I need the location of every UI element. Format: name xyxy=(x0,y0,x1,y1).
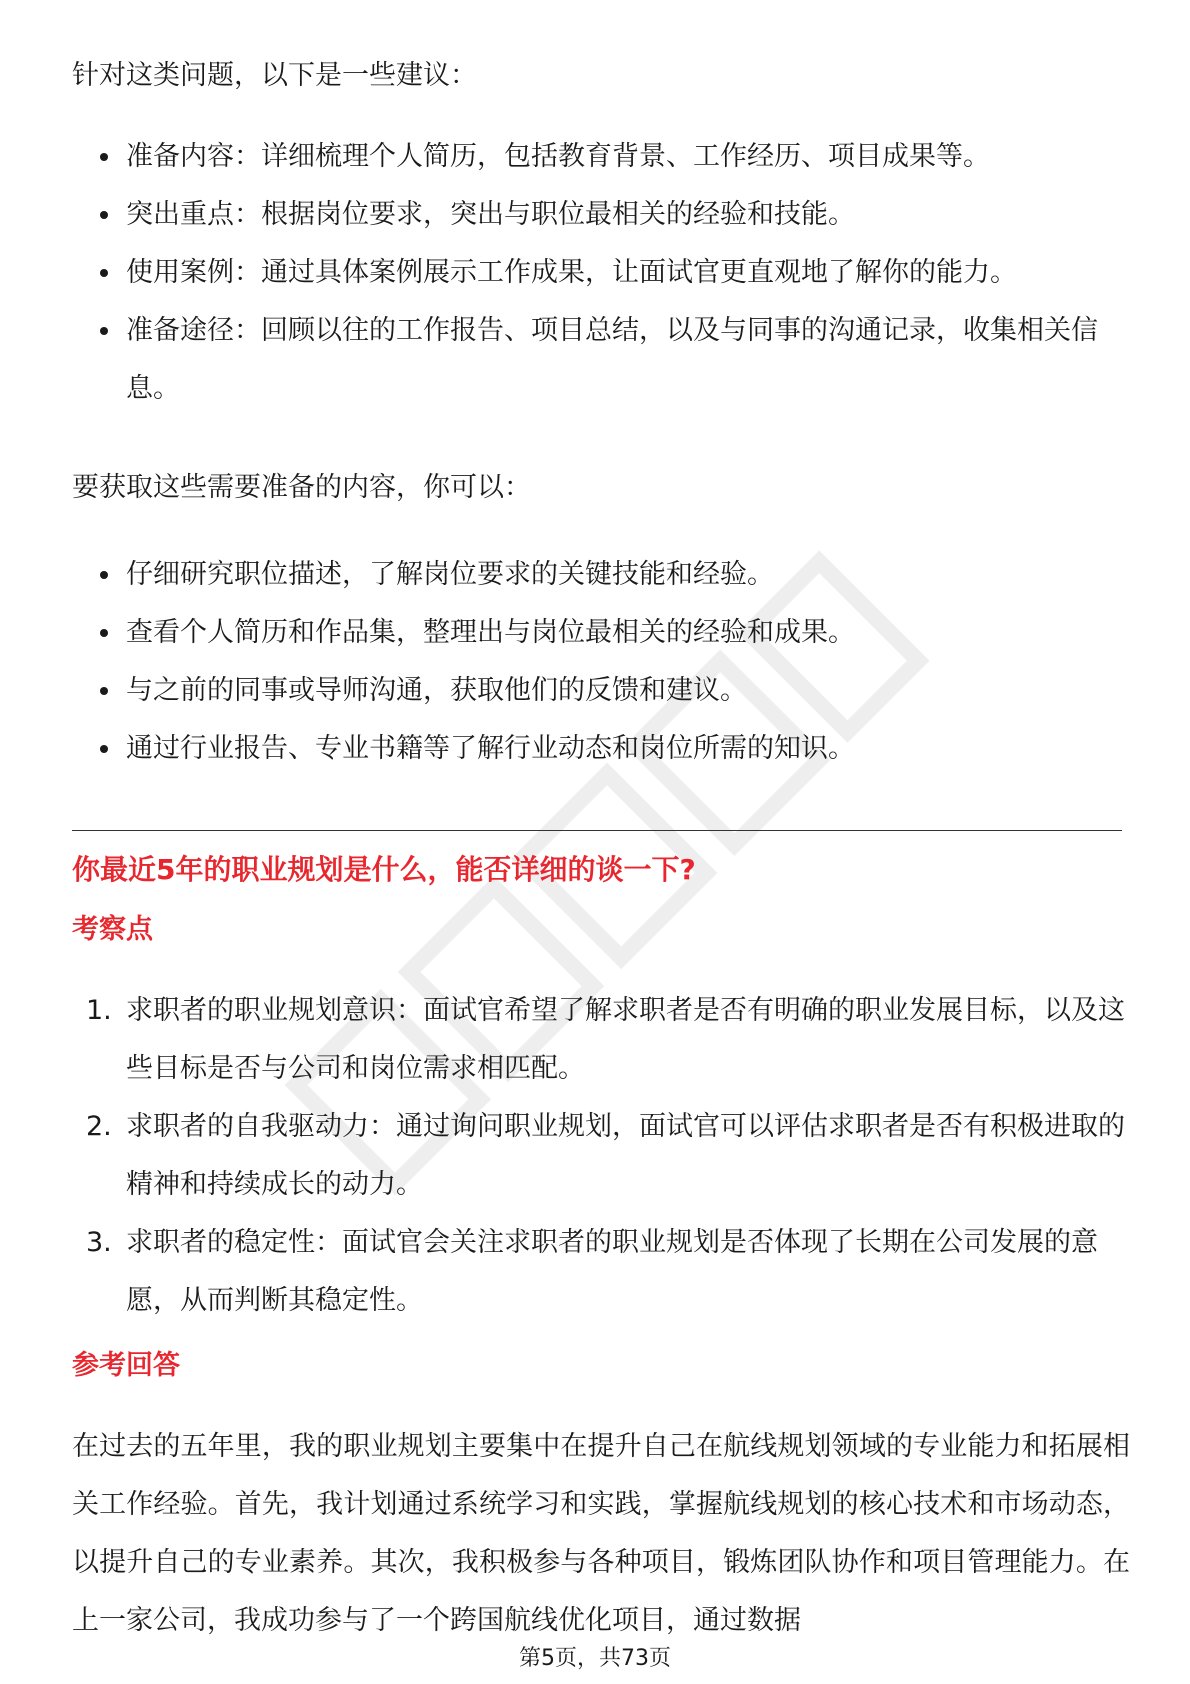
suggestion-list xyxy=(72,128,1130,418)
bullet-icon xyxy=(100,153,108,161)
focus-heading: 考察点 xyxy=(72,914,153,945)
page-number: 第5页，共73页 xyxy=(519,1646,671,1671)
bullet-icon xyxy=(100,687,108,695)
list-item: 准备内容：详细梳理个人简历，包括教育背景、工作经历、项目成果等。 xyxy=(72,128,1130,186)
bullet-icon xyxy=(100,745,108,753)
list-item: 准备途径：回顾以往的工作报告、项目总结，以及与同事的沟通记录，收集相关信息。 xyxy=(72,302,1130,418)
list-item: 通过行业报告、专业书籍等了解行业动态和岗位所需的知识。 xyxy=(72,720,1130,778)
bullet-icon xyxy=(100,269,108,277)
question-heading: 你最近5年的职业规划是什么，能否详细的谈一下? xyxy=(72,853,696,886)
section-divider xyxy=(72,830,1122,831)
bullet-icon xyxy=(100,629,108,637)
prep-list xyxy=(72,546,1130,778)
list-item: 查看个人简历和作品集，整理出与岗位最相关的经验和成果。 xyxy=(72,604,1130,662)
focus-list xyxy=(72,982,1130,1330)
answer-text: 在过去的五年里，我的职业规划主要集中在提升自己在航线规划领域的专业能力和拓展相关工作经验。首先，我计划通过系统学习和实践，掌握航线规划的核心技术和市场动态，以提升自己的专业素养。其次，我积极参与各种项目，锻炼团队协作和项目管理能力。在上一家公司，我成功参与了一个跨国航线优化项目，通过数据 xyxy=(72,1431,1130,1636)
list-item: 与之前的同事或导师沟通，获取他们的反馈和建议。 xyxy=(72,662,1130,720)
prep-intro-text: 要获取这些需要准备的内容，你可以： xyxy=(72,472,531,503)
bullet-icon xyxy=(100,571,108,579)
list-item: 1. 求职者的职业规划意识：面试官希望了解求职者是否有明确的职业发展目标，以及这些目标是否与公司和岗位需求相匹配。 xyxy=(86,995,1125,1084)
list-item: 2. 求职者的自我驱动力：通过询问职业规划，面试官可以评估求职者是否有积极进取的精神和持续成长的动力。 xyxy=(86,1111,1125,1200)
list-item: 仔细研究职位描述，了解岗位要求的关键技能和经验。 xyxy=(72,546,1130,604)
bullet-icon xyxy=(100,211,108,219)
list-item: 3. 求职者的稳定性：面试官会关注求职者的职业规划是否体现了长期在公司发展的意愿，从而判断其稳定性。 xyxy=(86,1227,1098,1316)
bullet-icon xyxy=(100,327,108,335)
intro-text: 针对这类问题，以下是一些建议： xyxy=(72,60,477,91)
list-item: 突出重点：根据岗位要求，突出与职位最相关的经验和技能。 xyxy=(72,186,1130,244)
answer-heading: 参考回答 xyxy=(72,1350,180,1381)
list-item: 使用案例：通过具体案例展示工作成果，让面试官更直观地了解你的能力。 xyxy=(72,244,1130,302)
